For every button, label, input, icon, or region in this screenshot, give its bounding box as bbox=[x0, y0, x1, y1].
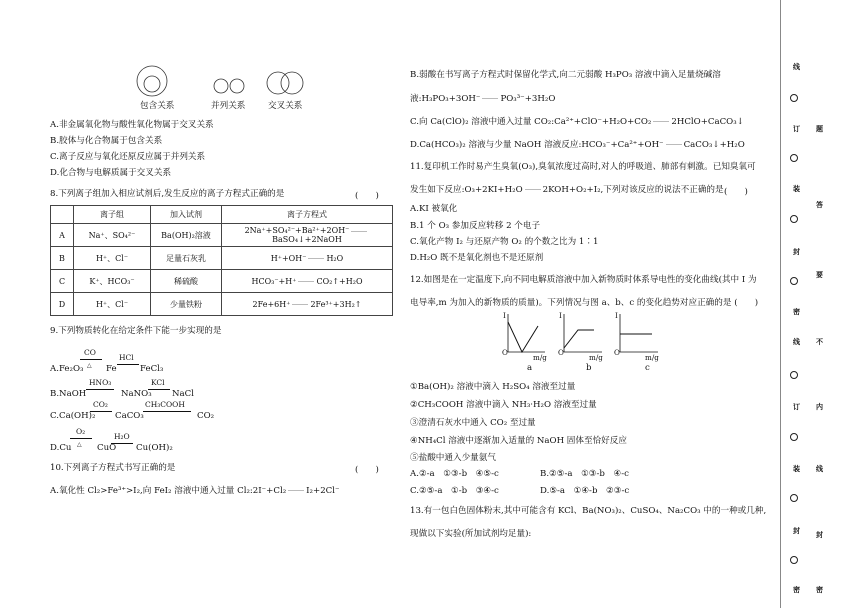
table-cell: C bbox=[51, 270, 74, 293]
q10-option-a: A.氧化性 Cl₂>Fe³⁺>I₂,向 FeI₂ 溶液中通入过量 Cl₂:2I⁻+Cl₂ I₂+2Cl⁻ bbox=[50, 486, 340, 496]
margin-note-char: 不 bbox=[816, 337, 823, 346]
margin-char: 密 bbox=[793, 585, 800, 594]
heat-triangle-icon: △ bbox=[87, 362, 92, 369]
margin-note-char: 线 bbox=[816, 464, 823, 473]
q9d-mid: CuO bbox=[97, 443, 117, 453]
q11-option-a: A.KI 被氧化 bbox=[410, 204, 458, 214]
q10-stem: 10.下列离子方程式书写正确的是 bbox=[50, 463, 176, 473]
q7-option-c: C.离子反应与氧化还原反应属于并列关系 bbox=[50, 152, 206, 162]
q9a-cond1: CO bbox=[84, 348, 96, 357]
q9b-product: NaCl bbox=[172, 389, 194, 399]
q7-option-d: D.化合物与电解质属于交叉关系 bbox=[50, 168, 172, 178]
q13-stem-line1: 13.有一包白色固体粉末,其中可能含有 KCl、Ba(NO₃)₂、CuSO₄、Na₂CO₃ 中的一种或几种, bbox=[410, 506, 767, 516]
graph-c-name: c bbox=[645, 363, 650, 373]
q11-stem-line2: 发生如下反应:O₃+2KI+H₂O 2KOH+O₂+I₂,下列对该反应的说法不正确的是 bbox=[410, 185, 724, 195]
table-header: 加入试剂 bbox=[151, 206, 222, 224]
venn-label-parallel: 并列关系 bbox=[211, 101, 246, 111]
venn-label-contain: 包含关系 bbox=[140, 101, 175, 111]
q12-option-d: D.⑤-a ①④-b ②③-c bbox=[540, 486, 630, 496]
binding-hole-icon bbox=[790, 154, 798, 162]
graph-b-origin: O bbox=[558, 348, 564, 357]
margin-char: 装 bbox=[793, 184, 800, 193]
table-cell: H⁺+OH⁻ H₂O bbox=[222, 247, 393, 270]
q9b-reactant: B.NaOH bbox=[50, 389, 87, 399]
q9b-arrow1 bbox=[86, 389, 114, 390]
margin-note-char: 密 bbox=[816, 585, 823, 594]
q11-stem-line1: 11.复印机工作时易产生臭氧(O₃),臭氧浓度过高时,对人的呼吸道、肺部有刺激。已知臭氧可 bbox=[410, 162, 756, 172]
q9a-mid: Fe bbox=[106, 364, 117, 374]
margin-char: 线 bbox=[793, 337, 800, 346]
q12-case-3: ③澄清石灰水中通入 CO₂ 至过量 bbox=[410, 418, 536, 428]
margin-note-char: 题 bbox=[816, 124, 823, 133]
q12-case-5: ⑤盐酸中通入少量氨气 bbox=[410, 453, 496, 463]
table-header: 离子方程式 bbox=[222, 206, 393, 224]
graph-c-ylabel: I bbox=[615, 311, 618, 320]
q12-option-c: C.②⑤-a ①-b ③④-c bbox=[410, 486, 499, 496]
graph-b-name: b bbox=[586, 363, 592, 373]
q9a-product: FeCl₃ bbox=[140, 364, 164, 374]
margin-note-char: 要 bbox=[816, 270, 823, 279]
q9c-cond2: CH₃COOH bbox=[145, 400, 185, 409]
q9c-arrow2 bbox=[143, 411, 191, 412]
graph-b-ylabel: I bbox=[559, 311, 562, 320]
binding-hole-icon bbox=[790, 94, 798, 102]
table-row bbox=[51, 293, 393, 316]
q12-option-b: B.②⑤-a ①③-b ④-c bbox=[540, 469, 629, 479]
table-cell: A bbox=[51, 224, 74, 247]
q8-answer-paren: ( ) bbox=[355, 191, 379, 201]
q12-stem-line1: 12.如图是在一定温度下,向不同电解质溶液中加入新物质时体系导电性的变化曲线(其中 I 为 bbox=[410, 275, 757, 285]
graph-a-origin: O bbox=[502, 348, 508, 357]
q7-option-a: A.非金属氧化物与酸性氧化物属于交叉关系 bbox=[50, 120, 214, 130]
table-cell: HCO₃⁻+H⁺ CO₂↑+H₂O bbox=[222, 270, 393, 293]
q10-option-d: D.Ca(HCO₃)₂ 溶液与少量 NaOH 溶液反应:HCO₃⁻+Ca²⁺+OH⁻ CaCO₃↓+H₂O bbox=[410, 140, 745, 150]
graph-c-xlabel: m/g bbox=[645, 353, 659, 362]
q10-option-b-line2: 液:H₃PO₃+3OH⁻ PO₃³⁻+3H₂O bbox=[410, 94, 556, 104]
q9d-product: Cu(OH)₂ bbox=[136, 443, 173, 453]
table-cell: K⁺、HCO₃⁻ bbox=[74, 270, 151, 293]
binding-hole-icon bbox=[790, 215, 798, 223]
table-header bbox=[51, 206, 74, 224]
margin-char: 装 bbox=[793, 464, 800, 473]
q12-case-1: ①Ba(OH)₂ 溶液中滴入 H₂SO₄ 溶液至过量 bbox=[410, 382, 576, 392]
q12-case-2: ②CH₃COOH 溶液中滴入 NH₃·H₂O 溶液至过量 bbox=[410, 400, 597, 410]
q13-stem-line2: 现做以下实验(所加试剂均足量): bbox=[410, 529, 532, 539]
table-cell: 足量石灰乳 bbox=[151, 247, 222, 270]
margin-char: 封 bbox=[793, 526, 800, 535]
q9c-reactant: C.Ca(OH)₂ bbox=[50, 411, 96, 421]
q9a-reactant: A.Fe₂O₃ bbox=[50, 364, 84, 374]
table-row bbox=[51, 224, 393, 247]
margin-char: 线 bbox=[793, 62, 800, 71]
binding-hole-icon bbox=[790, 433, 798, 441]
q9c-arrow1 bbox=[90, 411, 112, 412]
q8-stem: 8.下列离子组加入相应试剂后,发生反应的离子方程式正确的是 bbox=[50, 189, 285, 199]
q9d-arrow2 bbox=[111, 443, 133, 444]
q12-case-4: ④NH₄Cl 溶液中逐渐加入适量的 NaOH 固体至恰好反应 bbox=[410, 436, 627, 446]
q12-stem-line2: 电导率,m 为加入的新物质的质量)。下列情况与图 a、b、c 的变化趋势对应正确的是 ( ) bbox=[410, 298, 759, 308]
table-cell: H⁺、Cl⁻ bbox=[74, 247, 151, 270]
graph-c-origin: O bbox=[614, 348, 620, 357]
margin-char: 封 bbox=[793, 247, 800, 256]
q9d-cond1: O₂ bbox=[76, 427, 86, 436]
binding-hole-icon bbox=[790, 371, 798, 379]
q11-answer-paren: ( ) bbox=[724, 187, 748, 197]
binding-margin-line bbox=[780, 0, 781, 608]
q9b-arrow2 bbox=[148, 389, 170, 390]
q9d-arrow1 bbox=[70, 438, 92, 439]
table-cell: 稀硫酸 bbox=[151, 270, 222, 293]
margin-note-char: 内 bbox=[816, 402, 823, 411]
q10-option-c: C.向 Ca(ClO)₂ 溶液中通入过量 CO₂:Ca²⁺+ClO⁻+H₂O+CO₂ 2HClO+CaCO₃↓ bbox=[410, 117, 744, 127]
q9a-cond2: HCl bbox=[119, 353, 134, 362]
venn-label-cross: 交叉关系 bbox=[268, 101, 303, 111]
q9b-cond1: HNO₃ bbox=[89, 378, 112, 387]
q10-option-b-line1: B.弱酸在书写离子方程式时保留化学式,向二元弱酸 H₃PO₃ 溶液中滴入足量烧碱溶 bbox=[410, 70, 721, 80]
q11-option-d: D.H₂O 既不是氧化剂也不是还原剂 bbox=[410, 253, 544, 263]
table-row bbox=[51, 270, 393, 293]
margin-char: 订 bbox=[793, 402, 800, 411]
graph-b bbox=[564, 314, 602, 352]
q9a-arrow2 bbox=[117, 364, 139, 365]
table-cell: D bbox=[51, 293, 74, 316]
binding-hole-icon bbox=[790, 556, 798, 564]
table-cell: Ba(OH)₂溶液 bbox=[151, 224, 222, 247]
q9c-product: CO₂ bbox=[197, 411, 215, 421]
q11-option-b: B.1 个 O₃ 参加反应转移 2 个电子 bbox=[410, 221, 541, 231]
graph-a bbox=[508, 314, 545, 352]
heat-triangle-icon: △ bbox=[77, 441, 82, 448]
q9-stem: 9.下列物质转化在给定条件下能一步实现的是 bbox=[50, 326, 222, 336]
margin-char: 订 bbox=[793, 124, 800, 133]
table-row bbox=[51, 247, 393, 270]
q9a-arrow1 bbox=[80, 359, 102, 360]
venn-diagrams bbox=[130, 62, 320, 102]
table-cell: Na⁺、SO₄²⁻ bbox=[74, 224, 151, 247]
q9c-cond1: CO₂ bbox=[93, 400, 108, 409]
table-cell: B bbox=[51, 247, 74, 270]
table-cell: H⁺、Cl⁻ bbox=[74, 293, 151, 316]
q9c-mid: CaCO₃ bbox=[115, 411, 144, 421]
binding-hole-icon bbox=[790, 494, 798, 502]
margin-note-char: 封 bbox=[816, 530, 823, 539]
table-cell: 少量铁粉 bbox=[151, 293, 222, 316]
table-cell: 2Fe+6H⁺ 2Fe³⁺+3H₂↑ bbox=[222, 293, 393, 316]
graph-b-xlabel: m/g bbox=[589, 353, 603, 362]
graph-a-name: a bbox=[527, 363, 533, 373]
q12-option-a: A.②-a ①③-b ④⑤-c bbox=[410, 469, 499, 479]
q8-table bbox=[50, 205, 393, 316]
q7-option-b: B.胶体与化合物属于包含关系 bbox=[50, 136, 163, 146]
graph-a-xlabel: m/g bbox=[533, 353, 547, 362]
graph-c bbox=[620, 314, 658, 352]
q11-option-c: C.氧化产物 I₂ 与还原产物 O₂ 的个数之比为 1∶1 bbox=[410, 237, 599, 247]
table-header: 离子组 bbox=[74, 206, 151, 224]
q9d-reactant: D.Cu bbox=[50, 443, 72, 453]
margin-char: 密 bbox=[793, 307, 800, 316]
q9b-cond2: KCl bbox=[151, 378, 165, 387]
margin-note-char: 答 bbox=[816, 200, 823, 209]
q9b-mid: NaNO₃ bbox=[121, 389, 152, 399]
q10-answer-paren: ( ) bbox=[355, 465, 379, 475]
table-cell: 2Na⁺+SO₄²⁻+Ba²⁺+2OH⁻BaSO₄↓+2NaOH bbox=[222, 224, 393, 247]
binding-hole-icon bbox=[790, 277, 798, 285]
graph-a-ylabel: I bbox=[503, 311, 506, 320]
q9d-cond2: H₂O bbox=[114, 432, 130, 441]
